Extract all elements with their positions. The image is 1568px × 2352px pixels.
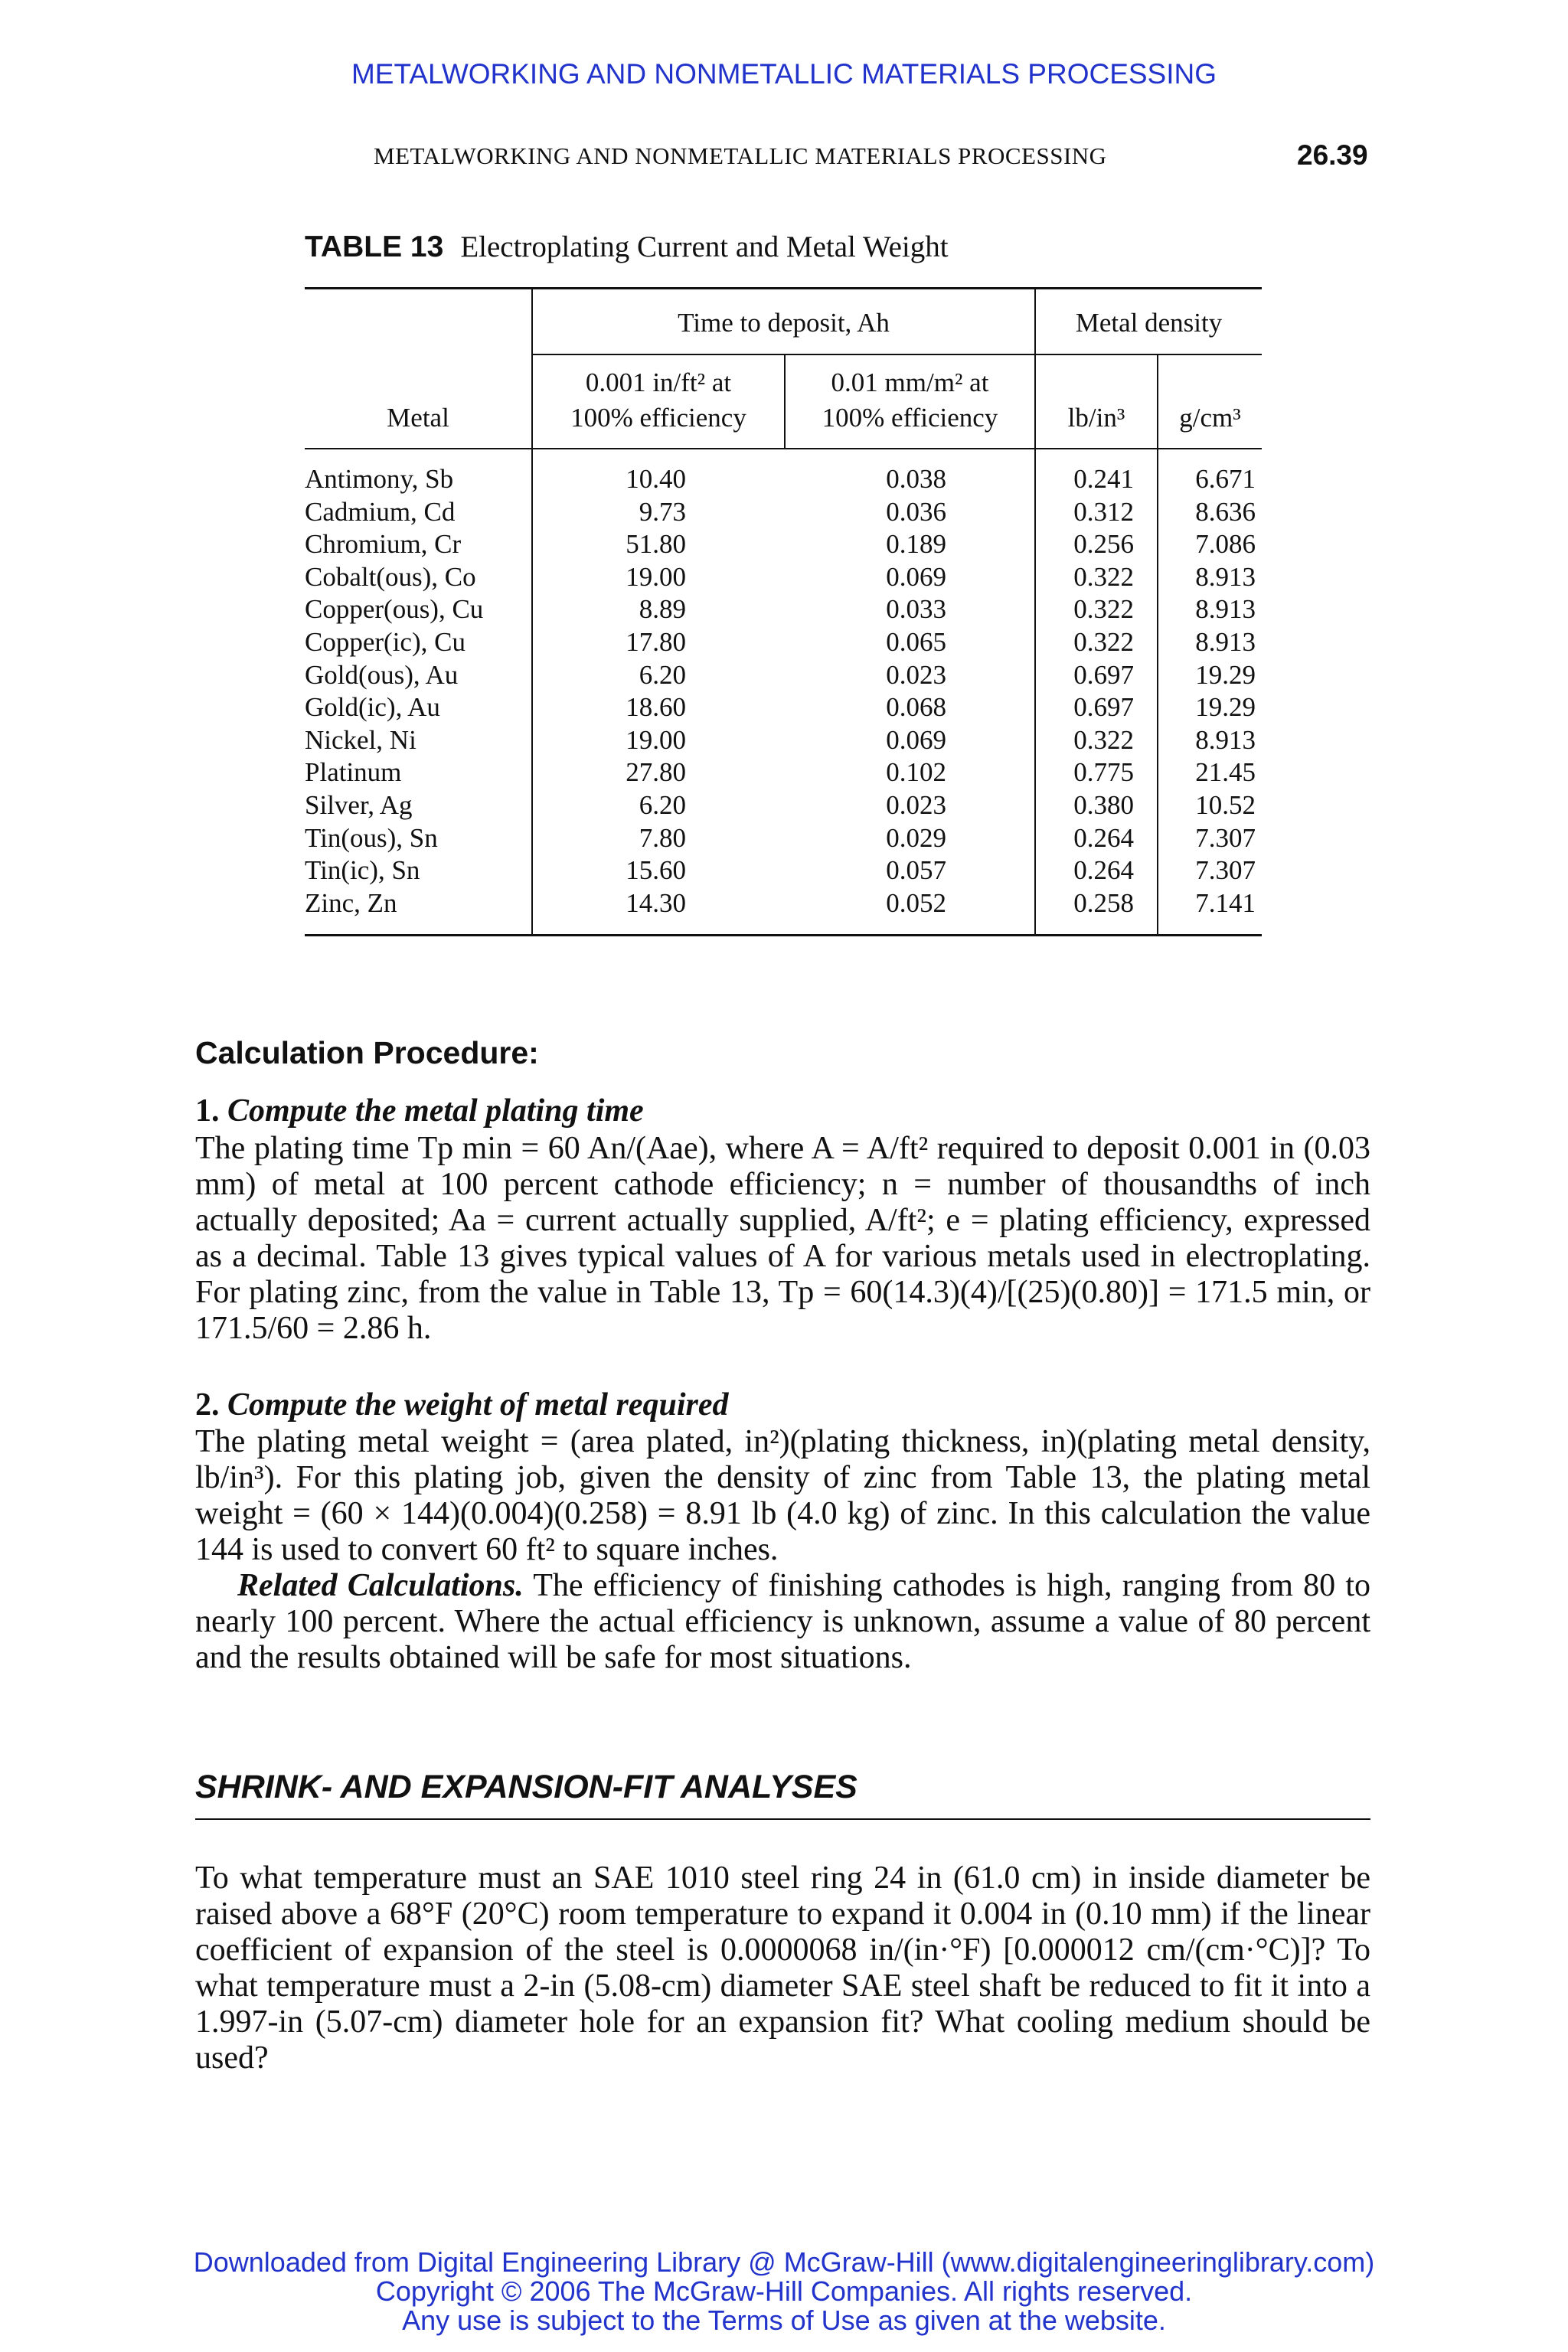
header-density-g: g/cm³ [1179,403,1241,433]
header-time-mm-line1: 0.01 mm/m² at [831,368,989,397]
column-density-lb: 0.241 0.312 0.256 0.322 0.322 0.322 0.697 0.697 0.322 0.775 0.380 0.264 0.264 0.258 [1073,464,1134,918]
footer-line1[interactable]: Downloaded from Digital Engineering Library @ McGraw-Hill (www.digitalengineeringlibrary.com) [193,2246,1375,2278]
step2-number: 2. [195,1387,220,1423]
column-time-in: 10.40 9.73 51.80 19.00 8.89 17.80 6.20 18.60 19.00 27.80 6.20 7.80 15.60 14.30 [626,464,686,918]
header-time-in-line1: 0.001 in/ft² at [585,368,732,397]
running-head: METALWORKING AND NONMETALLIC MATERIALS PROCESSING [374,142,1107,169]
page-number: 26.39 [1297,139,1368,171]
header-time-mm [786,365,1034,436]
footer-line3: Any use is subject to the Terms of Use as given at the website. [402,2305,1166,2336]
step1-heading [195,1093,1370,1129]
step2-paragraph: The plating metal weight = (area plated, in²)(plating thickness, in)(plating metal density, lb/in³). For this plating job, given the density of zinc from Table 13, the plating metal weight = (60 × 144)(0.004)(0.258) = 8.91 lb (4.0 kg) of zinc. In this calculation the value 144 is used to convert 60 ft² to square inches. [195,1424,1370,1567]
step2-title: Compute the weight of metal required [227,1387,729,1423]
table-caption-title: Electroplating Current and Metal Weight [460,230,949,263]
step2-body [195,1424,1370,1676]
step1-number: 1. [195,1093,220,1129]
column-metal: Antimony, Sb Cadmium, Cd Chromium, Cr Cobalt(ous), Co Copper(ous), Cu Copper(ic), Cu Gold(ous), Au Gold(ic), Au Nickel, Ni Platinum Silver, Ag Tin(ous), Sn Tin(ic), Sn Zinc, Zn [305,464,484,918]
header-time-in [533,365,784,436]
section-heading: SHRINK- AND EXPANSION-FIT ANALYSES [195,1769,858,1805]
table-caption-label: TABLE 13 [305,230,444,263]
header-time-mm-line2: 100% efficiency [822,403,998,433]
column-time-mm: 0.038 0.036 0.189 0.069 0.033 0.065 0.023 0.068 0.069 0.102 0.023 0.029 0.057 0.052 [886,464,946,918]
step1-title: Compute the metal plating time [227,1093,644,1129]
header-time-group: Time to deposit, Ah [678,308,890,338]
related-paragraph [195,1568,1370,1676]
table-top-rule [305,287,1262,289]
column-density-g: 6.671 8.636 7.086 8.913 8.913 8.913 19.29 19.29 8.913 21.45 10.52 7.307 7.307 7.141 [1195,464,1256,918]
table-group-rule [533,354,1262,355]
table-header-rule [305,448,1262,449]
table-bottom-rule [305,934,1262,936]
data-table [305,287,1262,938]
footer-line2: Copyright © 2006 The McGraw-Hill Companies. All rights reserved. [375,2275,1193,2307]
related-label: Related Calculations. [237,1568,524,1603]
problem-paragraph: To what temperature must an SAE 1010 steel ring 24 in (61.0 cm) in inside diameter be raised above a 68°F (20°C) room temperature to expand it 0.004 in (0.10 mm) if the linear coefficient of expansion of the steel is 0.0000068 in/(in·°F) [0.000012 cm/(cm·°C)]? To what temperature must a 2-in (5.08-cm) diameter SAE steel shaft be reduced to fit it into a 1.997-in (5.07-cm) diameter hole for an expansion fit? What cooling medium should be used? [195,1860,1370,2076]
related-body: The efficiency of finishing cathodes is high, ranging from 80 to nearly 100 percent. Where the actual efficiency is unknown, assume a value of 80 percent and the results obtained will be safe for most situations. [195,1568,1371,1675]
step1-body: The plating time Tp min = 60 An/(Aae), where A = A/ft² required to deposit 0.001 in (0.03 mm) of metal at 100 percent cathode efficiency; n = number of thousandths of inch actually deposited; Aa = current actually supplied, A/ft²; e = plating efficiency, expressed as a decimal. Table 13 gives typical values of A for various metals used in electroplating. For plating zinc, from the value in Table 13, Tp = 60(14.3)(4)/[(25)(0.80)] = 171.5 min, or 171.5/60 = 2.86 h. [195,1131,1370,1346]
header-metal: Metal [387,403,449,433]
calculation-heading: Calculation Procedure: [195,1035,539,1070]
table-caption [305,230,949,264]
header-density-group: Metal density [1075,308,1223,338]
section-rule [195,1818,1370,1820]
header-link[interactable]: METALWORKING AND NONMETALLIC MATERIALS PROCESSING [351,58,1217,90]
header-density-lb: lb/in³ [1067,403,1125,433]
step2-heading [195,1387,1370,1423]
footer [0,2248,1568,2335]
header-time-in-line2: 100% efficiency [570,403,746,433]
